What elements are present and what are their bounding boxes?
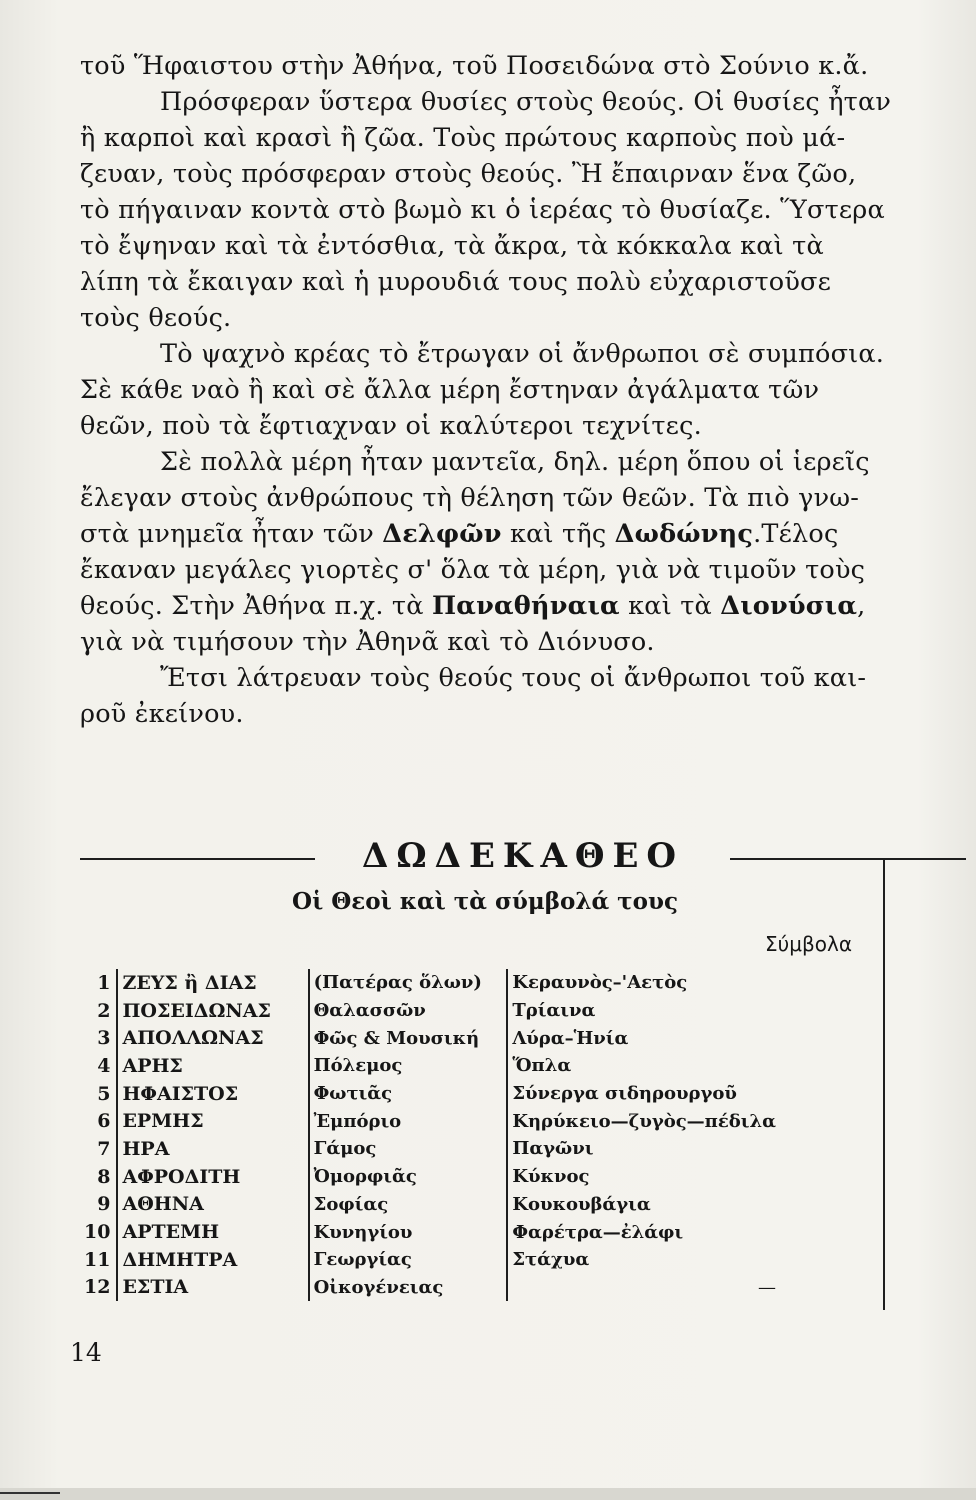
body-text — [80, 48, 902, 732]
god-domain: Κυνηγίου — [309, 1218, 508, 1246]
god-symbol: Κηρύκειο—ζυγὸς—πέδιλα — [512, 1110, 776, 1132]
table-row — [80, 1218, 780, 1246]
god-symbol: Κεραυνὸς–'Αετὸς — [512, 972, 688, 994]
god-number: 7 — [80, 1135, 117, 1163]
text-line: γιὰ νὰ τιμήσουν τὴν Ἀθηνᾶ καὶ τὸ Διόνυσο. — [80, 627, 655, 657]
god-domain: Πόλεμος — [309, 1052, 508, 1080]
god-name: ΖΕΥΣ ἢ ΔΙΑΣ — [117, 969, 308, 997]
god-symbol: Φαρέτρα—ἐλάφι — [512, 1221, 684, 1243]
text-line: Σὲ κάθε ναὸ ἢ καὶ σὲ ἄλλα μέρη ἔστηναν ἀγάλματα τῶν — [80, 375, 820, 405]
god-number: 3 — [80, 1024, 117, 1052]
gods-table-body — [80, 969, 780, 1301]
page-number: 14 — [70, 1338, 102, 1367]
god-name: ΕΡΜΗΣ — [117, 1107, 308, 1135]
text-span: καὶ τῆς — [509, 519, 607, 549]
dodekatheo-title: ΔΩΔΕΚΑΘΕΟ — [361, 836, 685, 876]
god-number: 6 — [80, 1107, 117, 1135]
table-row — [80, 1135, 780, 1163]
god-name: ΔΗΜΗΤΡΑ — [117, 1246, 308, 1274]
text-span: .Τέλος — [753, 519, 839, 549]
god-number: 2 — [80, 997, 117, 1025]
table-row — [80, 1107, 780, 1135]
table-row — [80, 1052, 780, 1080]
text-span: , — [857, 591, 866, 621]
table-row — [80, 1024, 780, 1052]
god-domain: Ἐμπόριο — [309, 1107, 508, 1135]
table-row — [80, 997, 780, 1025]
term-panathenaia: Παναθήναια — [431, 591, 620, 621]
text-line: λίπη τὰ ἔκαιγαν καὶ ἡ μυρουδιά τους πολὺ εὐχαριστοῦσε — [80, 267, 832, 297]
text-line: τοὺς θεούς. — [80, 303, 232, 333]
god-symbol: Παγῶνι — [512, 1138, 594, 1160]
gods-table — [80, 969, 780, 1301]
text-line: τὸ πήγαιναν κοντὰ στὸ βωμὸ κι ὁ ἱερέας τὸ θυσίαζε. Ὕστερα — [80, 195, 885, 225]
god-number: 12 — [80, 1274, 117, 1302]
text-span: καὶ τὰ — [628, 591, 712, 621]
text-span: στὰ μνημεῖα ἦταν τῶν — [80, 519, 374, 549]
symbols-header: Σύμβολα — [765, 932, 852, 956]
text-line: Τὸ ψαχνὸ κρέας τὸ ἔτρωγαν οἱ ἄνθρωποι σὲ συμπόσια. — [160, 339, 885, 369]
god-domain: Γεωργίας — [309, 1246, 508, 1274]
god-symbol: Στάχυα — [512, 1249, 590, 1271]
text-line: τὸ ἔψηναν καὶ τὰ ἐντόσθια, τὰ ἄκρα, τὰ κόκκαλα καὶ τὰ — [80, 231, 824, 261]
text-line: ἢ καρποὶ καὶ κρασὶ ἢ ζῶα. Τοὺς πρώτους καρποὺς ποὺ μά- — [80, 123, 846, 153]
text-line — [80, 588, 902, 624]
god-name: ΑΡΤΕΜΗ — [117, 1218, 308, 1246]
dodekatheo-subtitle: Οἱ Θεοὶ καὶ τὰ σύμβολά τους — [292, 888, 678, 915]
god-symbol: Κουκουβάγια — [512, 1193, 651, 1215]
god-symbol: Σύνεργα σιδηρουργοῦ — [512, 1083, 737, 1105]
table-row — [80, 1246, 780, 1274]
text-line: Ἔτσι λάτρευαν τοὺς θεούς τους οἱ ἄνθρωποι τοῦ και- — [160, 663, 867, 693]
god-symbol: Κύκνος — [512, 1166, 590, 1188]
god-number: 10 — [80, 1218, 117, 1246]
table-row — [80, 1163, 780, 1191]
table-row — [80, 1274, 780, 1302]
text-line: θεῶν, ποὺ τὰ ἔφτιαχναν οἱ καλύτεροι τεχνίτες. — [80, 411, 702, 441]
term-dodona: Δωδώνης — [614, 519, 754, 549]
text-line — [80, 516, 902, 552]
god-symbol: Λύρα–Ἡνία — [512, 1027, 629, 1049]
text-line: ροῦ ἐκείνου. — [80, 699, 244, 729]
table-row — [80, 969, 780, 997]
god-symbol: — — [758, 1276, 776, 1298]
god-domain: Φωτιᾶς — [309, 1080, 508, 1108]
text-line: ἔκαναν μεγάλες γιορτὲς σ' ὅλα τὰ μέρη, γιὰ νὰ τιμοῦν τοὺς — [80, 555, 866, 585]
god-number: 11 — [80, 1246, 117, 1274]
god-name: ΑΘΗΝΑ — [117, 1191, 308, 1219]
text-span: θεούς. Στὴν Ἀθήνα π.χ. τὰ — [80, 591, 424, 621]
god-name: ΗΡΑ — [117, 1135, 308, 1163]
god-number: 1 — [80, 969, 117, 997]
god-symbol: Ὅπλα — [512, 1055, 572, 1077]
term-dionysia: Διονύσια — [720, 591, 858, 621]
god-name: ΠΟΣΕΙΔΩΝΑΣ — [117, 997, 308, 1025]
title-rule-left — [80, 858, 315, 860]
god-domain: (Πατέρας ὅλων) — [309, 969, 508, 997]
god-symbol: Τρίαινα — [512, 1000, 596, 1022]
scan-mark — [0, 1492, 60, 1494]
god-name: ΑΠΟΛΛΩΝΑΣ — [117, 1024, 308, 1052]
text-line: Πρόσφεραν ὕστερα θυσίες στοὺς θεούς. Οἱ θυσίες ἦταν — [160, 87, 892, 117]
god-domain: Οἰκογένειας — [309, 1274, 508, 1302]
god-domain: Θαλασσῶν — [309, 997, 508, 1025]
text-line: τοῦ Ἥφαιστου στὴν Ἀθήνα, τοῦ Ποσειδώνα στὸ Σούνιο κ.ἄ. — [80, 51, 869, 81]
god-name: ΕΣΤΙΑ — [117, 1274, 308, 1302]
god-domain: Γάμος — [309, 1135, 508, 1163]
text-line: ἔλεγαν στοὺς ἀνθρώπους τὴ θέληση τῶν θεῶν. Τὰ πιὸ γνω- — [80, 483, 860, 513]
god-name: ΑΡΗΣ — [117, 1052, 308, 1080]
text-line: ζευαν, τοὺς πρόσφεραν στοὺς θεούς. Ἢ ἔπαιρναν ἕνα ζῶο, — [80, 159, 857, 189]
box-right-rule — [883, 858, 885, 1310]
title-rule-right — [730, 858, 966, 860]
god-name: ΑΦΡΟΔΙΤΗ — [117, 1163, 308, 1191]
god-domain: Ὀμορφιᾶς — [309, 1163, 508, 1191]
god-name: ΗΦΑΙΣΤΟΣ — [117, 1080, 308, 1108]
god-number: 8 — [80, 1163, 117, 1191]
god-number: 4 — [80, 1052, 117, 1080]
god-number: 5 — [80, 1080, 117, 1108]
scan-edge — [0, 1488, 976, 1500]
term-delphi: Δελφῶν — [382, 519, 502, 549]
text-line: Σὲ πολλὰ μέρη ἦταν μαντεῖα, δηλ. μέρη ὅπου οἱ ἱερεῖς — [160, 447, 870, 477]
table-row — [80, 1080, 780, 1108]
god-domain: Φῶς & Μουσική — [309, 1024, 508, 1052]
table-row — [80, 1191, 780, 1219]
god-number: 9 — [80, 1191, 117, 1219]
god-domain: Σοφίας — [309, 1191, 508, 1219]
